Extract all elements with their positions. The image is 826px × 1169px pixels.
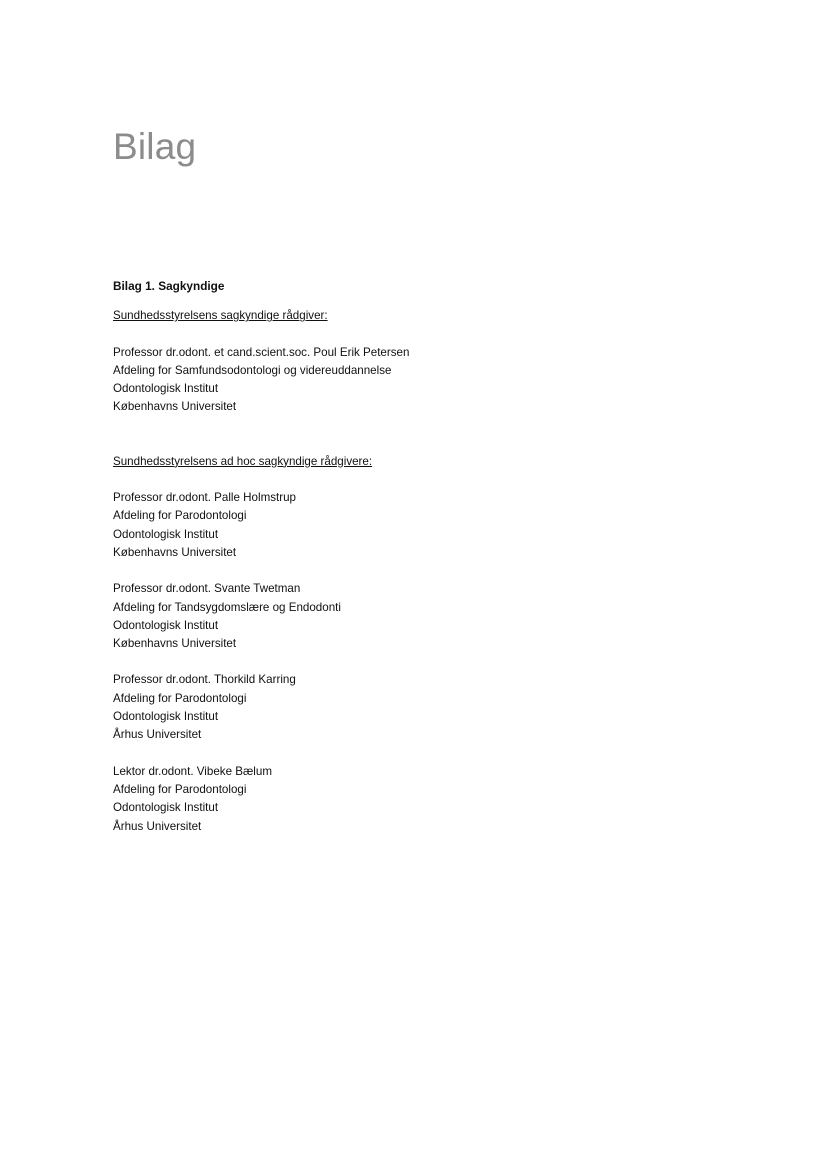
- advisor-name: Professor dr.odont. Palle Holmstrup: [113, 491, 297, 505]
- primary-advisor-block: [113, 344, 713, 417]
- advisor-department: Afdeling for Parodontologi: [113, 509, 247, 523]
- primary-advisor-heading: Sundhedsstyrelsens sagkyndige rådgiver:: [113, 309, 328, 323]
- advisor-department: Afdeling for Tandsygdomslære og Endodonti: [113, 600, 341, 614]
- advisor-department: Afdeling for Samfundsodontologi og videreuddannelse: [113, 363, 392, 377]
- advisor-university: Københavns Universitet: [113, 637, 237, 651]
- advisor-university: Århus Universitet: [113, 728, 202, 742]
- advisor-university: Københavns Universitet: [113, 400, 237, 414]
- advisor-name: Lektor dr.odont. Vibeke Bælum: [113, 764, 272, 778]
- advisor-institute: Odontologisk Institut: [113, 710, 219, 724]
- advisor-institute: Odontologisk Institut: [113, 527, 219, 541]
- page-title: Bilag: [113, 126, 197, 167]
- advisor-institute: Odontologisk Institut: [113, 801, 219, 815]
- advisor-institute: Odontologisk Institut: [113, 382, 219, 396]
- advisor-name: Professor dr.odont. Svante Twetman: [113, 582, 301, 596]
- adhoc-advisor-block: [113, 489, 713, 562]
- advisor-name: Professor dr.odont. Thorkild Karring: [113, 673, 296, 687]
- adhoc-advisors-heading: Sundhedsstyrelsens ad hoc sagkyndige rådgivere:: [113, 454, 373, 468]
- adhoc-advisor-block: [113, 671, 713, 744]
- adhoc-advisor-block: [113, 763, 713, 836]
- section-heading: Bilag 1. Sagkyndige: [113, 279, 225, 293]
- advisor-department: Afdeling for Parodontologi: [113, 782, 247, 796]
- advisor-university: Københavns Universitet: [113, 545, 237, 559]
- advisor-department: Afdeling for Parodontologi: [113, 691, 247, 705]
- appendix-content: [113, 277, 713, 836]
- advisor-name: Professor dr.odont. et cand.scient.soc. Poul Erik Petersen: [113, 345, 410, 359]
- adhoc-advisor-block: [113, 580, 713, 653]
- advisor-institute: Odontologisk Institut: [113, 618, 219, 632]
- advisor-university: Århus Universitet: [113, 819, 202, 833]
